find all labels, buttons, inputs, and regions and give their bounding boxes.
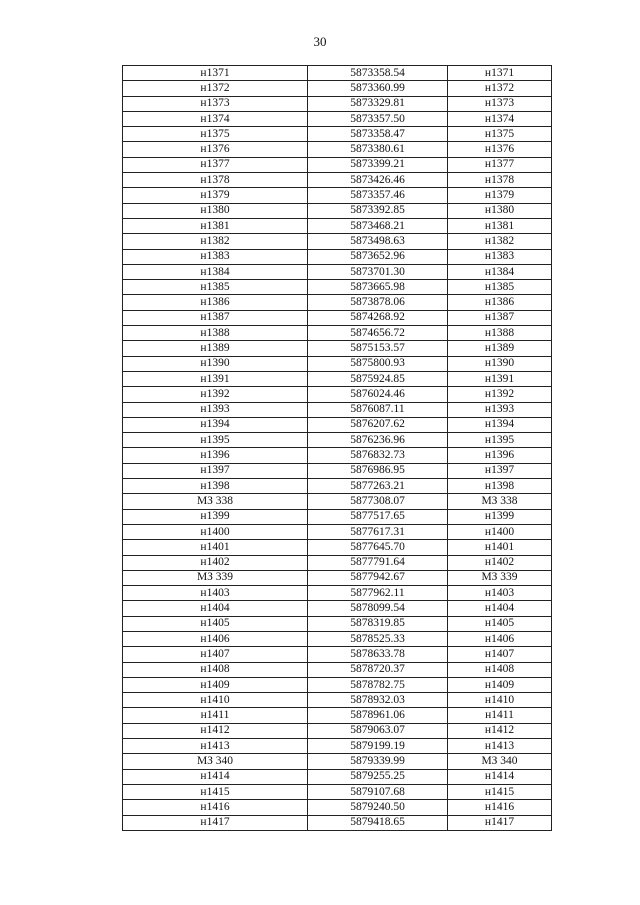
table-row (123, 295, 552, 310)
coordinate-cell: 5878932.03 (308, 693, 448, 708)
coordinate-cell: 5877517.65 (308, 509, 448, 524)
table-row (123, 708, 552, 723)
table-row (123, 723, 552, 738)
coordinate-cell: 5873358.54 (308, 66, 448, 81)
coordinate-cell: 5878319.85 (308, 616, 448, 631)
point-id-cell: н1400 (123, 524, 308, 539)
point-id-repeat-cell: н1401 (448, 540, 552, 555)
point-id-repeat-cell: н1406 (448, 631, 552, 646)
point-id-repeat-cell: н1373 (448, 96, 552, 111)
table-row (123, 157, 552, 172)
coordinate-cell: 5873380.61 (308, 142, 448, 157)
coordinate-cell: 5876024.46 (308, 387, 448, 402)
point-id-cell: н1403 (123, 586, 308, 601)
coordinate-cell: 5879063.07 (308, 723, 448, 738)
coordinate-cell: 5873665.98 (308, 280, 448, 295)
coordinate-cell: 5879255.25 (308, 769, 448, 784)
point-id-cell: н1390 (123, 356, 308, 371)
point-id-repeat-cell: н1388 (448, 326, 552, 341)
coordinate-cell: 5873329.81 (308, 96, 448, 111)
coordinate-cell: 5873652.96 (308, 249, 448, 264)
coordinate-cell: 5877308.07 (308, 494, 448, 509)
point-id-repeat-cell: н1377 (448, 157, 552, 172)
table-row (123, 509, 552, 524)
table-row (123, 479, 552, 494)
table-row (123, 601, 552, 616)
table-row (123, 631, 552, 646)
coordinate-cell: 5878720.37 (308, 662, 448, 677)
point-id-cell: н1408 (123, 662, 308, 677)
point-id-cell: н1373 (123, 96, 308, 111)
table-row (123, 81, 552, 96)
coordinate-cell: 5877962.11 (308, 586, 448, 601)
point-id-repeat-cell: н1409 (448, 677, 552, 692)
table-row (123, 111, 552, 126)
point-id-cell: н1415 (123, 784, 308, 799)
table-row (123, 540, 552, 555)
coordinate-cell: 5877791.64 (308, 555, 448, 570)
table-row (123, 310, 552, 325)
coordinate-cell: 5879107.68 (308, 784, 448, 799)
table-row (123, 402, 552, 417)
point-id-cell: н1413 (123, 739, 308, 754)
coordinate-cell: 5874656.72 (308, 326, 448, 341)
table-row (123, 203, 552, 218)
point-id-repeat-cell: МЗ 340 (448, 754, 552, 769)
point-id-cell: н1382 (123, 234, 308, 249)
point-id-repeat-cell: н1413 (448, 739, 552, 754)
point-id-repeat-cell: н1383 (448, 249, 552, 264)
point-id-repeat-cell: н1411 (448, 708, 552, 723)
coordinate-cell: 5873426.46 (308, 173, 448, 188)
point-id-cell: н1395 (123, 433, 308, 448)
point-id-repeat-cell: н1389 (448, 341, 552, 356)
point-id-cell: н1379 (123, 188, 308, 203)
table-row (123, 249, 552, 264)
table-row (123, 800, 552, 815)
table-row (123, 739, 552, 754)
coordinate-cell: 5878961.06 (308, 708, 448, 723)
point-id-cell: н1398 (123, 479, 308, 494)
point-id-repeat-cell: н1384 (448, 264, 552, 279)
coordinate-cell: 5878633.78 (308, 647, 448, 662)
coordinate-cell: 5876207.62 (308, 417, 448, 432)
coordinate-cell: 5877617.31 (308, 524, 448, 539)
table-row (123, 218, 552, 233)
coordinate-cell: 5873357.50 (308, 111, 448, 126)
table-row (123, 417, 552, 432)
point-id-repeat-cell: н1374 (448, 111, 552, 126)
coordinate-cell: 5877942.67 (308, 570, 448, 585)
point-id-cell: н1396 (123, 448, 308, 463)
table-row (123, 326, 552, 341)
point-id-cell: н1389 (123, 341, 308, 356)
point-id-repeat-cell: н1375 (448, 127, 552, 142)
point-id-cell: н1392 (123, 387, 308, 402)
point-id-repeat-cell: н1402 (448, 555, 552, 570)
point-id-repeat-cell: н1417 (448, 815, 552, 830)
coordinate-cell: 5877645.70 (308, 540, 448, 555)
point-id-repeat-cell: н1398 (448, 479, 552, 494)
coordinates-table-body (123, 66, 552, 831)
point-id-cell: н1412 (123, 723, 308, 738)
point-id-repeat-cell: н1416 (448, 800, 552, 815)
point-id-repeat-cell: н1382 (448, 234, 552, 249)
point-id-cell: н1391 (123, 371, 308, 386)
table-row (123, 677, 552, 692)
point-id-repeat-cell: н1376 (448, 142, 552, 157)
table-row (123, 448, 552, 463)
table-row (123, 494, 552, 509)
point-id-repeat-cell: н1405 (448, 616, 552, 631)
table-row (123, 173, 552, 188)
point-id-cell: н1397 (123, 463, 308, 478)
table-row (123, 570, 552, 585)
point-id-cell: н1381 (123, 218, 308, 233)
point-id-cell: н1384 (123, 264, 308, 279)
coordinate-cell: 5879418.65 (308, 815, 448, 830)
point-id-repeat-cell: н1390 (448, 356, 552, 371)
table-row (123, 693, 552, 708)
point-id-repeat-cell: н1381 (448, 218, 552, 233)
coordinate-cell: 5879240.50 (308, 800, 448, 815)
table-row (123, 127, 552, 142)
coordinate-cell: 5878782.75 (308, 677, 448, 692)
coordinate-cell: 5873360.99 (308, 81, 448, 96)
point-id-cell: н1372 (123, 81, 308, 96)
point-id-cell: МЗ 340 (123, 754, 308, 769)
table-row (123, 769, 552, 784)
table-row (123, 784, 552, 799)
point-id-cell: н1416 (123, 800, 308, 815)
table-row (123, 264, 552, 279)
point-id-cell: н1399 (123, 509, 308, 524)
point-id-cell: н1380 (123, 203, 308, 218)
coordinate-cell: 5874268.92 (308, 310, 448, 325)
point-id-cell: н1411 (123, 708, 308, 723)
table-row (123, 66, 552, 81)
coordinate-cell: 5873358.47 (308, 127, 448, 142)
point-id-repeat-cell: МЗ 339 (448, 570, 552, 585)
point-id-cell: н1383 (123, 249, 308, 264)
point-id-repeat-cell: н1380 (448, 203, 552, 218)
point-id-repeat-cell: н1408 (448, 662, 552, 677)
coordinate-cell: 5875924.85 (308, 371, 448, 386)
table-row (123, 647, 552, 662)
coordinates-table (122, 65, 552, 831)
point-id-repeat-cell: н1378 (448, 173, 552, 188)
coordinate-cell: 5879339.99 (308, 754, 448, 769)
point-id-cell: н1374 (123, 111, 308, 126)
point-id-cell: н1376 (123, 142, 308, 157)
coordinate-cell: 5875800.93 (308, 356, 448, 371)
point-id-cell: н1377 (123, 157, 308, 172)
coordinate-cell: 5875153.57 (308, 341, 448, 356)
point-id-cell: н1401 (123, 540, 308, 555)
point-id-repeat-cell: н1399 (448, 509, 552, 524)
point-id-repeat-cell: н1415 (448, 784, 552, 799)
coordinate-cell: 5878525.33 (308, 631, 448, 646)
point-id-repeat-cell: н1403 (448, 586, 552, 601)
point-id-cell: н1404 (123, 601, 308, 616)
point-id-repeat-cell: н1387 (448, 310, 552, 325)
coordinate-cell: 5873357.46 (308, 188, 448, 203)
table-row (123, 188, 552, 203)
point-id-repeat-cell: н1396 (448, 448, 552, 463)
coordinate-cell: 5873701.30 (308, 264, 448, 279)
point-id-repeat-cell: н1385 (448, 280, 552, 295)
table-row (123, 815, 552, 830)
table-row (123, 280, 552, 295)
table-row (123, 96, 552, 111)
page-number: 30 (313, 34, 327, 49)
point-id-repeat-cell: н1393 (448, 402, 552, 417)
point-id-repeat-cell: н1404 (448, 601, 552, 616)
table-row (123, 387, 552, 402)
point-id-repeat-cell: н1395 (448, 433, 552, 448)
coordinate-cell: 5873399.21 (308, 157, 448, 172)
point-id-cell: МЗ 339 (123, 570, 308, 585)
coordinate-cell: 5876087.11 (308, 402, 448, 417)
point-id-repeat-cell: МЗ 338 (448, 494, 552, 509)
point-id-cell: н1385 (123, 280, 308, 295)
point-id-cell: н1388 (123, 326, 308, 341)
table-row (123, 433, 552, 448)
point-id-cell: н1378 (123, 173, 308, 188)
table-row (123, 371, 552, 386)
point-id-cell: н1414 (123, 769, 308, 784)
point-id-cell: н1393 (123, 402, 308, 417)
point-id-repeat-cell: н1394 (448, 417, 552, 432)
coordinate-cell: 5873468.21 (308, 218, 448, 233)
coordinate-cell: 5873392.85 (308, 203, 448, 218)
point-id-repeat-cell: н1386 (448, 295, 552, 310)
point-id-cell: МЗ 338 (123, 494, 308, 509)
table-row (123, 555, 552, 570)
coordinate-cell: 5877263.21 (308, 479, 448, 494)
point-id-cell: н1407 (123, 647, 308, 662)
coordinate-cell: 5878099.54 (308, 601, 448, 616)
point-id-cell: н1405 (123, 616, 308, 631)
table-row (123, 662, 552, 677)
coordinate-cell: 5876986.95 (308, 463, 448, 478)
coordinate-cell: 5873878.06 (308, 295, 448, 310)
point-id-repeat-cell: н1379 (448, 188, 552, 203)
point-id-cell: н1386 (123, 295, 308, 310)
table-row (123, 616, 552, 631)
point-id-cell: н1402 (123, 555, 308, 570)
table-row (123, 586, 552, 601)
point-id-repeat-cell: н1397 (448, 463, 552, 478)
point-id-cell: н1406 (123, 631, 308, 646)
point-id-cell: н1371 (123, 66, 308, 81)
point-id-repeat-cell: н1391 (448, 371, 552, 386)
coordinate-cell: 5876236.96 (308, 433, 448, 448)
point-id-cell: н1409 (123, 677, 308, 692)
point-id-cell: н1394 (123, 417, 308, 432)
table-row (123, 356, 552, 371)
point-id-repeat-cell: н1372 (448, 81, 552, 96)
point-id-cell: н1417 (123, 815, 308, 830)
point-id-repeat-cell: н1392 (448, 387, 552, 402)
point-id-repeat-cell: н1371 (448, 66, 552, 81)
point-id-repeat-cell: н1407 (448, 647, 552, 662)
table-row (123, 524, 552, 539)
point-id-cell: н1375 (123, 127, 308, 142)
point-id-cell: н1387 (123, 310, 308, 325)
table-row (123, 234, 552, 249)
coordinate-cell: 5879199.19 (308, 739, 448, 754)
table-row (123, 142, 552, 157)
point-id-repeat-cell: н1414 (448, 769, 552, 784)
table-row (123, 754, 552, 769)
point-id-repeat-cell: н1400 (448, 524, 552, 539)
point-id-cell: н1410 (123, 693, 308, 708)
coordinate-cell: 5876832.73 (308, 448, 448, 463)
point-id-repeat-cell: н1410 (448, 693, 552, 708)
point-id-repeat-cell: н1412 (448, 723, 552, 738)
table-row (123, 341, 552, 356)
coordinate-cell: 5873498.63 (308, 234, 448, 249)
table-row (123, 463, 552, 478)
